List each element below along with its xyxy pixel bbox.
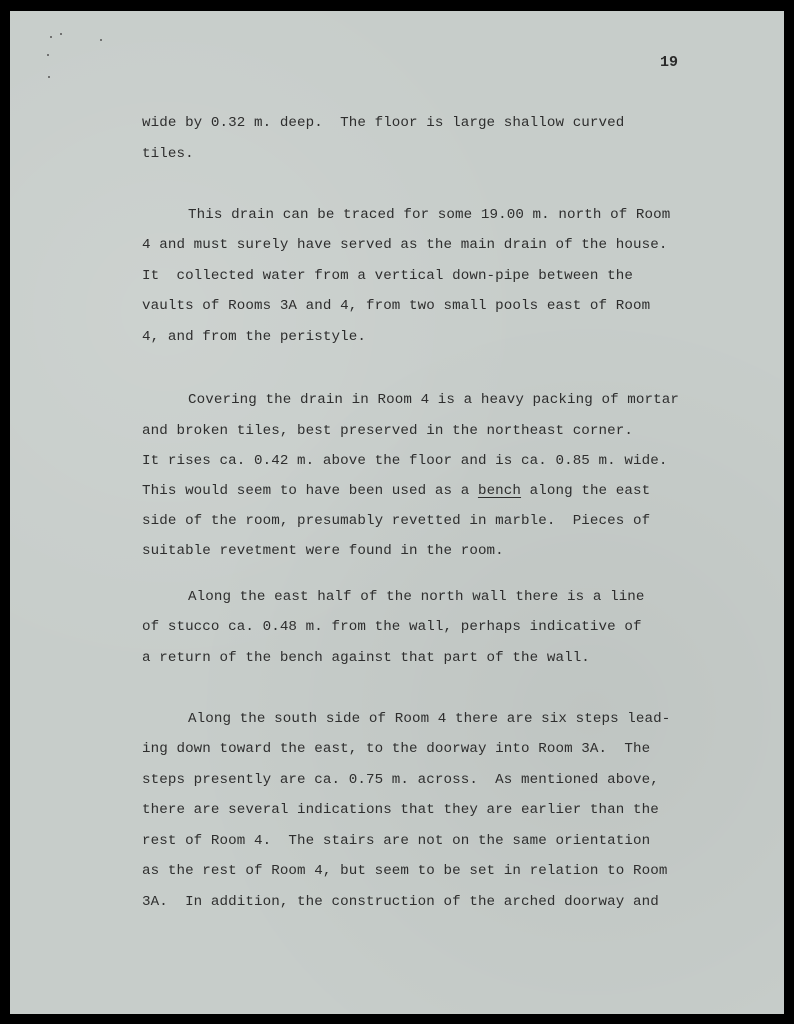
text-line: side of the room, presumably revetted in marble. Pieces of — [142, 513, 651, 529]
text-line: ing down toward the east, to the doorway into Room 3A. The — [142, 741, 651, 757]
page-number: 19 — [660, 54, 679, 71]
text-line: of stucco ca. 0.48 m. from the wall, perhaps indicative of — [142, 619, 642, 635]
text-line: 3A. In addition, the construction of the arched doorway and — [142, 894, 659, 910]
text-line: Covering the drain in Room 4 is a heavy packing of mortar — [188, 392, 679, 408]
text-line — [142, 483, 650, 499]
text-line: suitable revetment were found in the room. — [142, 543, 504, 559]
text-line: as the rest of Room 4, but seem to be set in relation to Room — [142, 863, 668, 879]
text-line: It rises ca. 0.42 m. above the floor and is ca. 0.85 m. wide. — [142, 453, 668, 469]
speck — [100, 39, 102, 41]
text-line: tiles. — [142, 146, 194, 162]
typed-page — [10, 11, 784, 1014]
text-segment: This would seem to have been used as a — [142, 483, 478, 499]
speck — [50, 36, 52, 38]
text-line: wide by 0.32 m. deep. The floor is large shallow curved — [142, 115, 625, 131]
text-line: there are several indications that they are earlier than the — [142, 802, 659, 818]
paper-specks — [50, 36, 120, 96]
text-line: It collected water from a vertical down-pipe between the — [142, 268, 633, 284]
text-line: Along the east half of the north wall there is a line — [188, 589, 645, 605]
text-segment: along the east — [521, 483, 651, 499]
underlined-word-bench: bench — [477, 483, 522, 499]
text-line: and broken tiles, best preserved in the northeast corner. — [142, 423, 633, 439]
text-line: Along the south side of Room 4 there are six steps lead- — [188, 711, 671, 727]
text-line: vaults of Rooms 3A and 4, from two small pools east of Room — [142, 298, 651, 314]
speck — [60, 33, 62, 35]
text-line: 4, and from the peristyle. — [142, 329, 366, 345]
text-line: 4 and must surely have served as the main drain of the house. — [142, 237, 668, 253]
text-line: steps presently are ca. 0.75 m. across. As mentioned above, — [142, 772, 659, 788]
text-line: rest of Room 4. The stairs are not on the same orientation — [142, 833, 651, 849]
speck — [47, 54, 49, 56]
text-line: This drain can be traced for some 19.00 m. north of Room — [188, 207, 671, 223]
speck — [48, 76, 50, 78]
text-line: a return of the bench against that part of the wall. — [142, 650, 590, 666]
